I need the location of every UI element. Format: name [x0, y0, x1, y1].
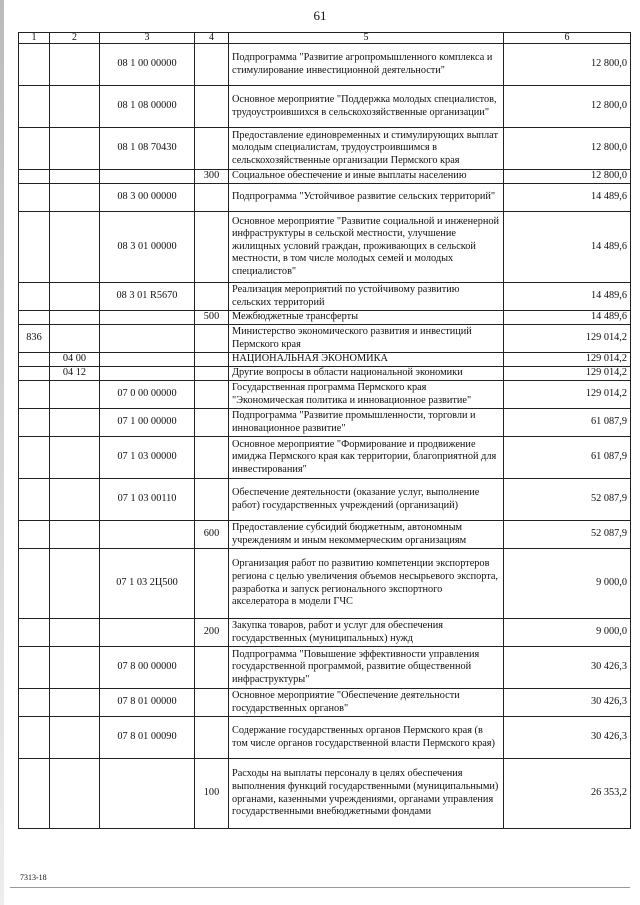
cell-c4: 200 [195, 619, 229, 647]
table-row [19, 689, 631, 717]
cell-c6: 12 800,0 [504, 170, 631, 184]
cell-c4 [195, 367, 229, 381]
cell-c1 [19, 367, 50, 381]
cell-c3: 07 0 00 00000 [100, 381, 195, 409]
cell-c2 [50, 521, 100, 549]
table-row [19, 184, 631, 212]
cell-c6: 129 014,2 [504, 381, 631, 409]
cell-c2 [50, 325, 100, 353]
cell-c5: Закупка товаров, работ и услуг для обеспечения государственных (муниципальных) нужд [229, 619, 504, 647]
cell-c6: 129 014,2 [504, 325, 631, 353]
cell-c3: 08 1 08 00000 [100, 86, 195, 128]
table-row [19, 170, 631, 184]
cell-c1 [19, 44, 50, 86]
cell-c3: 07 8 01 00090 [100, 717, 195, 759]
cell-c5: Обеспечение деятельности (оказание услуг, выполнение работ) государственных учреждений (организаций) [229, 479, 504, 521]
cell-c4 [195, 479, 229, 521]
cell-c6: 52 087,9 [504, 521, 631, 549]
header-cell: 3 [100, 33, 195, 44]
page-number: 61 [313, 8, 327, 23]
cell-c4 [195, 212, 229, 283]
table-row [19, 717, 631, 759]
cell-c6: 14 489,6 [504, 184, 631, 212]
cell-c4: 600 [195, 521, 229, 549]
cell-c5: НАЦИОНАЛЬНАЯ ЭКОНОМИКА [229, 353, 504, 367]
cell-c4 [195, 283, 229, 311]
cell-c2 [50, 212, 100, 283]
cell-c5: Основное мероприятие "Формирование и продвижение имиджа Пермского края как территории, благоприятной для инвестирования" [229, 437, 504, 479]
cell-c3 [100, 619, 195, 647]
cell-c2 [50, 717, 100, 759]
cell-c2: 04 00 [50, 353, 100, 367]
cell-c6: 26 353,2 [504, 759, 631, 829]
cell-c2 [50, 619, 100, 647]
cell-c5: Подпрограмма "Повышение эффективности управления государственной программой, развитие общественной инфраструктуры" [229, 647, 504, 689]
cell-c4 [195, 128, 229, 170]
cell-c3: 07 1 03 00110 [100, 479, 195, 521]
cell-c5: Содержание государственных органов Пермского края (в том числе органов государственной власти Пермского края) [229, 717, 504, 759]
cell-c4 [195, 717, 229, 759]
cell-c6: 129 014,2 [504, 367, 631, 381]
cell-c3 [100, 353, 195, 367]
cell-c4 [195, 86, 229, 128]
table-row [19, 283, 631, 311]
cell-c3: 07 1 03 00000 [100, 437, 195, 479]
cell-c4: 100 [195, 759, 229, 829]
cell-c4 [195, 44, 229, 86]
table-row [19, 381, 631, 409]
cell-c3: 08 1 00 00000 [100, 44, 195, 86]
cell-c1 [19, 86, 50, 128]
header-cell: 1 [19, 33, 50, 44]
cell-c6: 12 800,0 [504, 128, 631, 170]
table-row [19, 86, 631, 128]
table-row [19, 212, 631, 283]
cell-c2 [50, 381, 100, 409]
cell-c6: 52 087,9 [504, 479, 631, 521]
header-cell: 2 [50, 33, 100, 44]
cell-c1 [19, 521, 50, 549]
cell-c4 [195, 409, 229, 437]
cell-c4: 500 [195, 311, 229, 325]
cell-c4 [195, 381, 229, 409]
cell-c6: 12 800,0 [504, 44, 631, 86]
cell-c3 [100, 521, 195, 549]
cell-c2 [50, 689, 100, 717]
cell-c5: Подпрограмма "Развитие промышленности, торговли и инновационное развитие" [229, 409, 504, 437]
cell-c2 [50, 184, 100, 212]
cell-c5: Социальное обеспечение и иные выплаты населению [229, 170, 504, 184]
cell-c5: Предоставление единовременных и стимулирующих выплат молодым специалистам, трудоустроившимся в сельскохозяйственные организации Пермского края [229, 128, 504, 170]
cell-c1 [19, 311, 50, 325]
table-row [19, 128, 631, 170]
cell-c5: Предоставление субсидий бюджетным, автономным учреждениям и иным некоммерческим организациям [229, 521, 504, 549]
cell-c5: Основное мероприятие "Поддержка молодых специалистов, трудоустроившихся в сельскохозяйственные организации" [229, 86, 504, 128]
cell-c3 [100, 325, 195, 353]
table-row [19, 44, 631, 86]
cell-c6: 14 489,6 [504, 311, 631, 325]
cell-c4 [195, 549, 229, 619]
cell-c2 [50, 409, 100, 437]
cell-c3: 07 1 00 00000 [100, 409, 195, 437]
cell-c1 [19, 759, 50, 829]
table-row [19, 759, 631, 829]
cell-c6: 129 014,2 [504, 353, 631, 367]
cell-c6: 12 800,0 [504, 86, 631, 128]
cell-c2 [50, 128, 100, 170]
table-row [19, 325, 631, 353]
cell-c3 [100, 170, 195, 184]
cell-c3 [100, 311, 195, 325]
cell-c3: 08 3 01 00000 [100, 212, 195, 283]
cell-c2 [50, 86, 100, 128]
table-row [19, 367, 631, 381]
cell-c5: Основное мероприятие "Обеспечение деятельности государственных органов" [229, 689, 504, 717]
cell-c2 [50, 479, 100, 521]
cell-c1: 836 [19, 325, 50, 353]
cell-c1 [19, 353, 50, 367]
table-row [19, 353, 631, 367]
cell-c6: 30 426,3 [504, 689, 631, 717]
cell-c2 [50, 549, 100, 619]
table-row [19, 479, 631, 521]
cell-c2: 04 12 [50, 367, 100, 381]
cell-c1 [19, 717, 50, 759]
cell-c3: 08 1 08 70430 [100, 128, 195, 170]
cell-c2 [50, 311, 100, 325]
cell-c6: 9 000,0 [504, 619, 631, 647]
header-cell: 4 [195, 33, 229, 44]
header-cell: 6 [504, 33, 631, 44]
cell-c5: Государственная программа Пермского края "Экономическая политика и инновационное развитие" [229, 381, 504, 409]
cell-c1 [19, 212, 50, 283]
table-header-row [19, 33, 631, 44]
cell-c2 [50, 170, 100, 184]
cell-c1 [19, 409, 50, 437]
cell-c6: 61 087,9 [504, 409, 631, 437]
cell-c6: 9 000,0 [504, 549, 631, 619]
table-row [19, 409, 631, 437]
table-row [19, 521, 631, 549]
cell-c5: Подпрограмма "Устойчивое развитие сельских территорий" [229, 184, 504, 212]
cell-c5: Реализация мероприятий по устойчивому развитию сельских территорий [229, 283, 504, 311]
cell-c4 [195, 325, 229, 353]
cell-c2 [50, 283, 100, 311]
scan-edge [0, 0, 4, 905]
cell-c1 [19, 128, 50, 170]
cell-c3 [100, 759, 195, 829]
cell-c6: 30 426,3 [504, 717, 631, 759]
bottom-rule [10, 887, 630, 888]
cell-c6: 14 489,6 [504, 212, 631, 283]
cell-c5: Основное мероприятие "Развитие социальной и инженерной инфраструктуры в сельской местности, улучшение жилищных условий граждан, проживающих в сельской местности, в том числе молодых семей и молодых специалистов" [229, 212, 504, 283]
cell-c1 [19, 283, 50, 311]
budget-table [18, 32, 631, 829]
cell-c5: Межбюджетные трансферты [229, 311, 504, 325]
cell-c6: 14 489,6 [504, 283, 631, 311]
cell-c1 [19, 689, 50, 717]
cell-c1 [19, 479, 50, 521]
cell-c4 [195, 437, 229, 479]
cell-c1 [19, 381, 50, 409]
cell-c1 [19, 170, 50, 184]
cell-c3: 07 1 03 2Ц500 [100, 549, 195, 619]
cell-c1 [19, 647, 50, 689]
cell-c1 [19, 549, 50, 619]
header-cell: 5 [229, 33, 504, 44]
cell-c4 [195, 353, 229, 367]
cell-c3: 08 3 00 00000 [100, 184, 195, 212]
cell-c3: 07 8 00 00000 [100, 647, 195, 689]
cell-c1 [19, 619, 50, 647]
table-row [19, 647, 631, 689]
table-row [19, 549, 631, 619]
cell-c6: 61 087,9 [504, 437, 631, 479]
cell-c4 [195, 689, 229, 717]
cell-c4 [195, 647, 229, 689]
cell-c4: 300 [195, 170, 229, 184]
cell-c3 [100, 367, 195, 381]
table-row [19, 619, 631, 647]
cell-c1 [19, 437, 50, 479]
cell-c2 [50, 437, 100, 479]
cell-c5: Министерство экономического развития и инвестиций Пермского края [229, 325, 504, 353]
table-row [19, 311, 631, 325]
cell-c5: Расходы на выплаты персоналу в целях обеспечения выполнения функций государственными (муниципальными) органами, казенными учреждениями, органами управления государственными внебюджетными фондами [229, 759, 504, 829]
footer-code: 7313-18 [20, 873, 47, 882]
cell-c3: 07 8 01 00000 [100, 689, 195, 717]
table-row [19, 437, 631, 479]
cell-c1 [19, 184, 50, 212]
cell-c5: Другие вопросы в области национальной экономики [229, 367, 504, 381]
cell-c5: Подпрограмма "Развитие агропромышленного комплекса и стимулирование инвестиционной деятельности" [229, 44, 504, 86]
cell-c2 [50, 759, 100, 829]
cell-c4 [195, 184, 229, 212]
cell-c6: 30 426,3 [504, 647, 631, 689]
cell-c2 [50, 647, 100, 689]
cell-c5: Организация работ по развитию компетенции экспортеров региона с целью увеличения объемов несырьевого экспорта, разработка и запуск регионального экспортного акселератора в модели ГЧС [229, 549, 504, 619]
cell-c3: 08 3 01 R5670 [100, 283, 195, 311]
cell-c2 [50, 44, 100, 86]
